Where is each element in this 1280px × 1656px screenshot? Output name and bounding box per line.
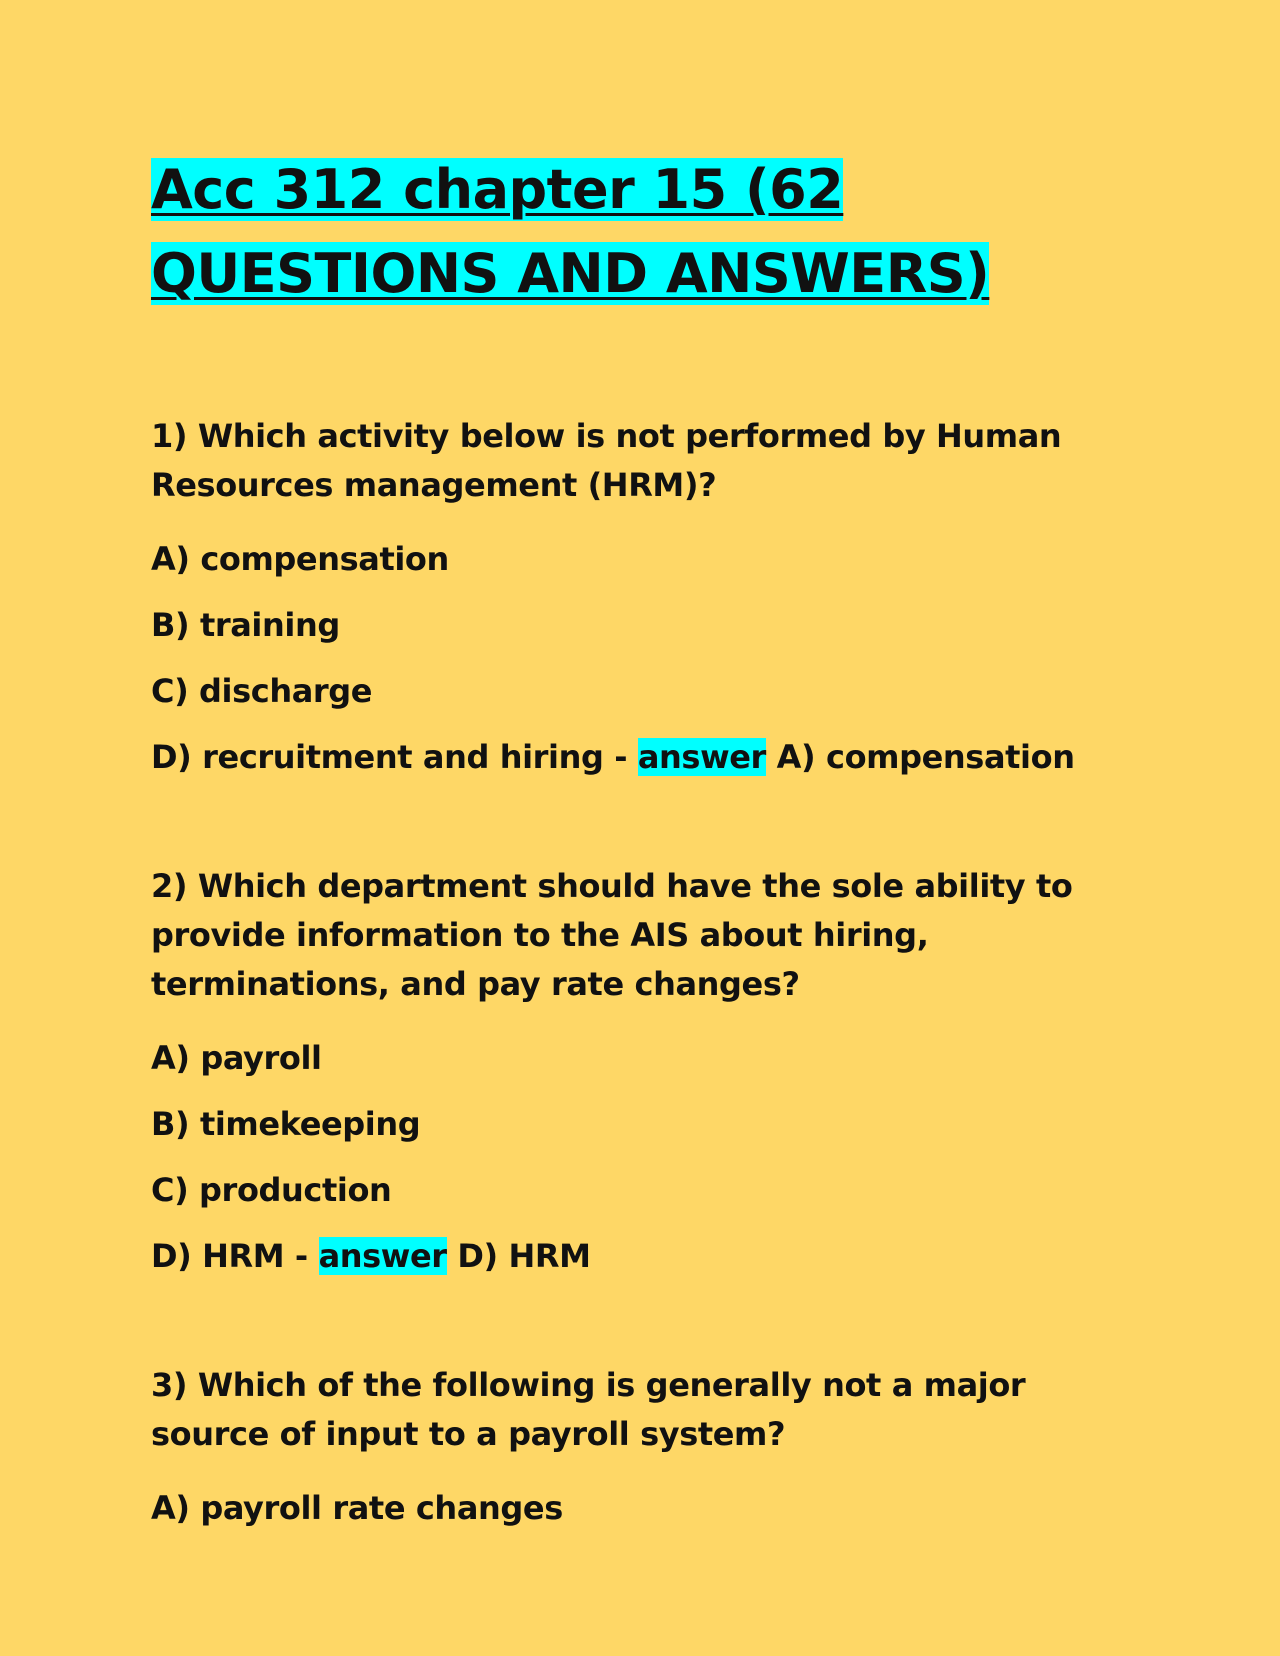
option-a: A) payroll [151,1039,322,1077]
page-title [151,148,1140,316]
option-c: C) production [151,1171,392,1209]
title-line-2: QUESTIONS AND ANSWERS) [151,242,990,305]
answer-highlight: answer [637,738,766,776]
option-a: A) payroll rate changes [151,1489,563,1527]
option-b: B) timekeeping [151,1105,421,1143]
option-d: D) HRM - [151,1237,319,1275]
question-3 [151,1361,1140,1541]
option-a: A) compensation [151,540,449,578]
option-c: C) discharge [151,672,373,710]
answer-highlight: answer [318,1237,447,1275]
question-2 [151,862,1140,1289]
option-d-with-answer [151,724,1140,790]
title-line-1: Acc 312 chapter 15 (62 [151,158,844,221]
question-text: 1) Which activity below is not performed by Human Resources management (HRM)? [151,417,1062,504]
option-d: D) recruitment and hiring - [151,738,638,776]
answer-value: D) HRM [446,1237,591,1275]
option-b: B) training [151,606,340,644]
question-1 [151,412,1140,790]
question-text: 3) Which of the following is generally not a major source of input to a payroll system? [151,1366,1026,1453]
answer-value: A) compensation [765,738,1075,776]
question-text: 2) Which department should have the sole ability to provide information to the AIS about hiring, terminations, and pay rate changes? [151,867,1073,1003]
option-d-with-answer [151,1223,1140,1289]
